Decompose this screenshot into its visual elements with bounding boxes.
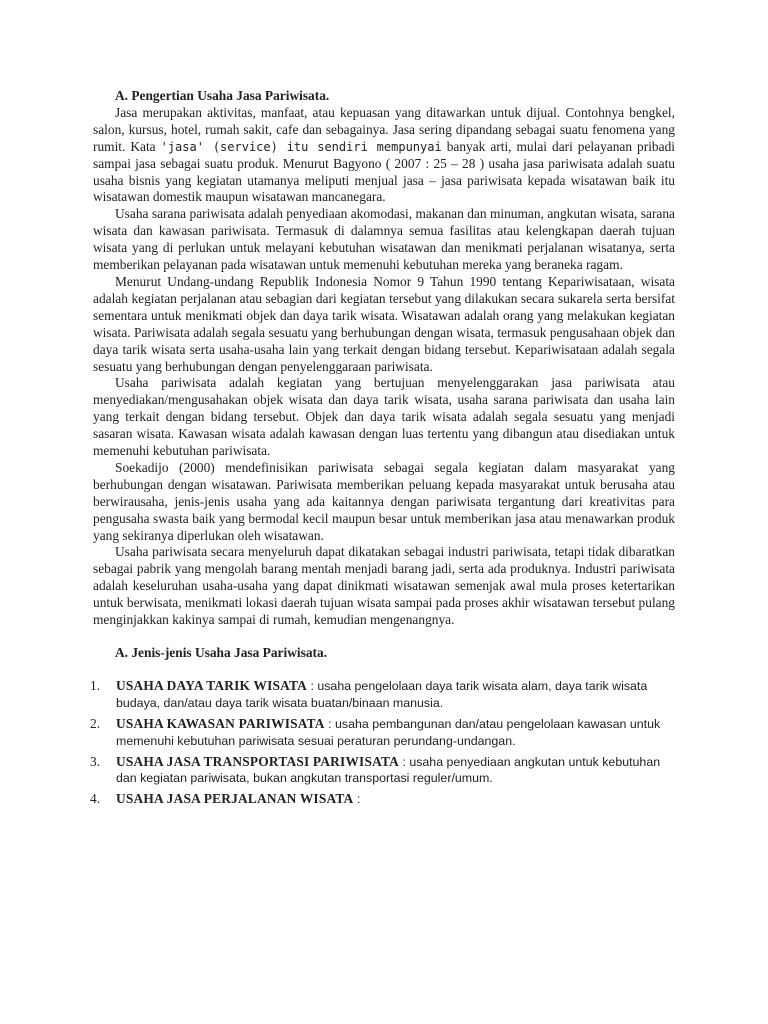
list-item xyxy=(90,677,675,712)
list-item-description: : usaha penyediaan angkutan untuk kebutuhan dan kegiatan pariwisata, bukan angkutan transportasi reguler/umum. xyxy=(116,754,661,786)
list-item-description: : usaha pengelolaan daya tarik wisata alam, daya tarik wisata budaya, dan/atau daya tarik wisata buatan/binaan manusia. xyxy=(116,678,648,710)
list-item-description: : usaha pembangunan dan/atau pengelolaan kawasan untuk memenuhi kebutuhan pariwisata sesuai peraturan perundang-undangan. xyxy=(116,716,661,748)
paragraph-3: Menurut Undang-undang Republik Indonesia Nomor 9 Tahun 1990 tentang Kepariwisataan, wisata adalah kegiatan perjalanan atau sebagian dari kegiatan tersebut yang dilakukan secara sukarela serta bersifat sementara untuk menikmati objek dan daya tarik wisata. Wisatawan adalah orang yang melakukan kegiatan wisata. Pariwisata adalah segala sesuatu yang berhubungan dengan wisata, termasuk pengusahaan objek dan daya tarik wisata serta usaha-usaha lain yang terkait dengan bidang tersebut. Kepariwisataan adalah segala sesuatu yang berhubungan dengan penyelenggaraan pariwisata. xyxy=(93,273,675,374)
list-item-number: 2. xyxy=(90,715,101,731)
paragraph-4: Usaha pariwisata adalah kegiatan yang bertujuan menyelenggarakan jasa pariwisata atau menyediakan/mengusahakan objek wisata dan daya tarik wisata, usaha sarana pariwisata dan usaha lain yang terkait dengan bidang tersebut. Objek dan daya tarik wisata adalah segala sesuatu yang menjadi sasaran wisata. Kawasan wisata adalah kawasan dengan luas tertentu yang dibangun atau disediakan untuk memenuhi kebutuhan pariwisata. xyxy=(93,375,675,459)
list-item xyxy=(90,791,675,808)
paragraph-6: Usaha pariwisata secara menyeluruh dapat dikatakan sebagai industri pariwisata, tetapi tidak dibaratkan sebagai pabrik yang mengolah barang mentah menjadi barang jadi, serta ada produknya. Industri pariwisata adalah keseluruhan usaha-usaha yang dapat dinikmati wisatawan semenjak awal mula proses ketertarikan untuk berwisata, menikmati lokasi daerah tujuan wisata sampai pada proses akhir wisatawan tersebut pulang menginjakkan kakinya sampai di rumah, kemudian mengenangnya. xyxy=(93,544,675,628)
paragraph-2: Usaha sarana pariwisata adalah penyediaan akomodasi, makanan dan minuman, angkutan wisata, sarana wisata dan kawasan pariwisata. Termasuk di dalamnya semua fasilitas atau kelengkapan daerah tujuan wisata yang di perlukan untuk melayani kebutuhan wisatawan dan menikmati perjalanan wisatanya, serta memberikan pelayanan pada wisatawan untuk memenuhi kebutuhan mereka yang beraneka ragam. xyxy=(93,206,675,273)
paragraph-1-text-a: Jasa merupakan aktivitas, manfaat, atau kepuasan yang ditawarkan untuk dijual. Contohnya bengkel, salon, kursus, hotel, rumah sakit, cafe dan sebagainya. Jasa sering dipandang sebagai suatu fenomena yang rumit. Kata xyxy=(93,104,675,154)
list-item-number: 3. xyxy=(90,753,101,769)
section-heading-pengertian: A. Pengertian Usaha Jasa Pariwisata. xyxy=(115,88,330,103)
document-body xyxy=(90,88,675,812)
paragraph-1-text-b: banyak arti, mulai dari pelayanan pribadi sampai jasa sebagai suatu produk. Menurut Bagyono ( 2007 : 25 – 28 ) usaha jasa pariwisata adalah suatu usaha bisnis yang kegiatan utamanya meliputi menjual jasa – jasa pariwisata kepada wisatawan baik itu wisatawan domestik maupun wisatawan mancanegara. xyxy=(93,138,675,205)
list-item-number: 4. xyxy=(90,791,101,807)
section-heading-jenis: A. Jenis-jenis Usaha Jasa Pariwisata. xyxy=(115,645,328,660)
list-item-term: USAHA JASA TRANSPORTASI PARIWISATA xyxy=(116,753,399,769)
list-item-term: USAHA JASA PERJALANAN WISATA xyxy=(116,791,354,807)
paragraph-5: Soekadijo (2000) mendefinisikan pariwisata sebagai segala kegiatan dalam masyarakat yang berhubungan dengan wisatawan. Pariwisata memberikan peluang kepada masyarakat untuk berusaha atau berwirausaha, jenis-jenis usaha yang ada kaitannya dengan pariwisata tergantung dari kreativitas para pengusaha swasta baik yang bermodal kecil maupun besar untuk memberikan jasa atau menawarkan produk yang sekiranya diperlukan oleh wisatawan. xyxy=(93,459,675,543)
list-item-term: USAHA DAYA TARIK WISATA xyxy=(116,677,308,693)
paragraph-1 xyxy=(93,105,675,206)
business-type-list xyxy=(90,677,675,808)
list-item xyxy=(90,715,675,750)
paragraph-1-quoted-term: 'jasa' (service) itu sendiri mempunyai xyxy=(160,139,442,154)
list-item-description: : xyxy=(353,792,361,807)
list-item xyxy=(90,753,675,788)
list-item-number: 1. xyxy=(90,677,101,693)
list-item-term: USAHA KAWASAN PARIWISATA xyxy=(116,715,325,731)
